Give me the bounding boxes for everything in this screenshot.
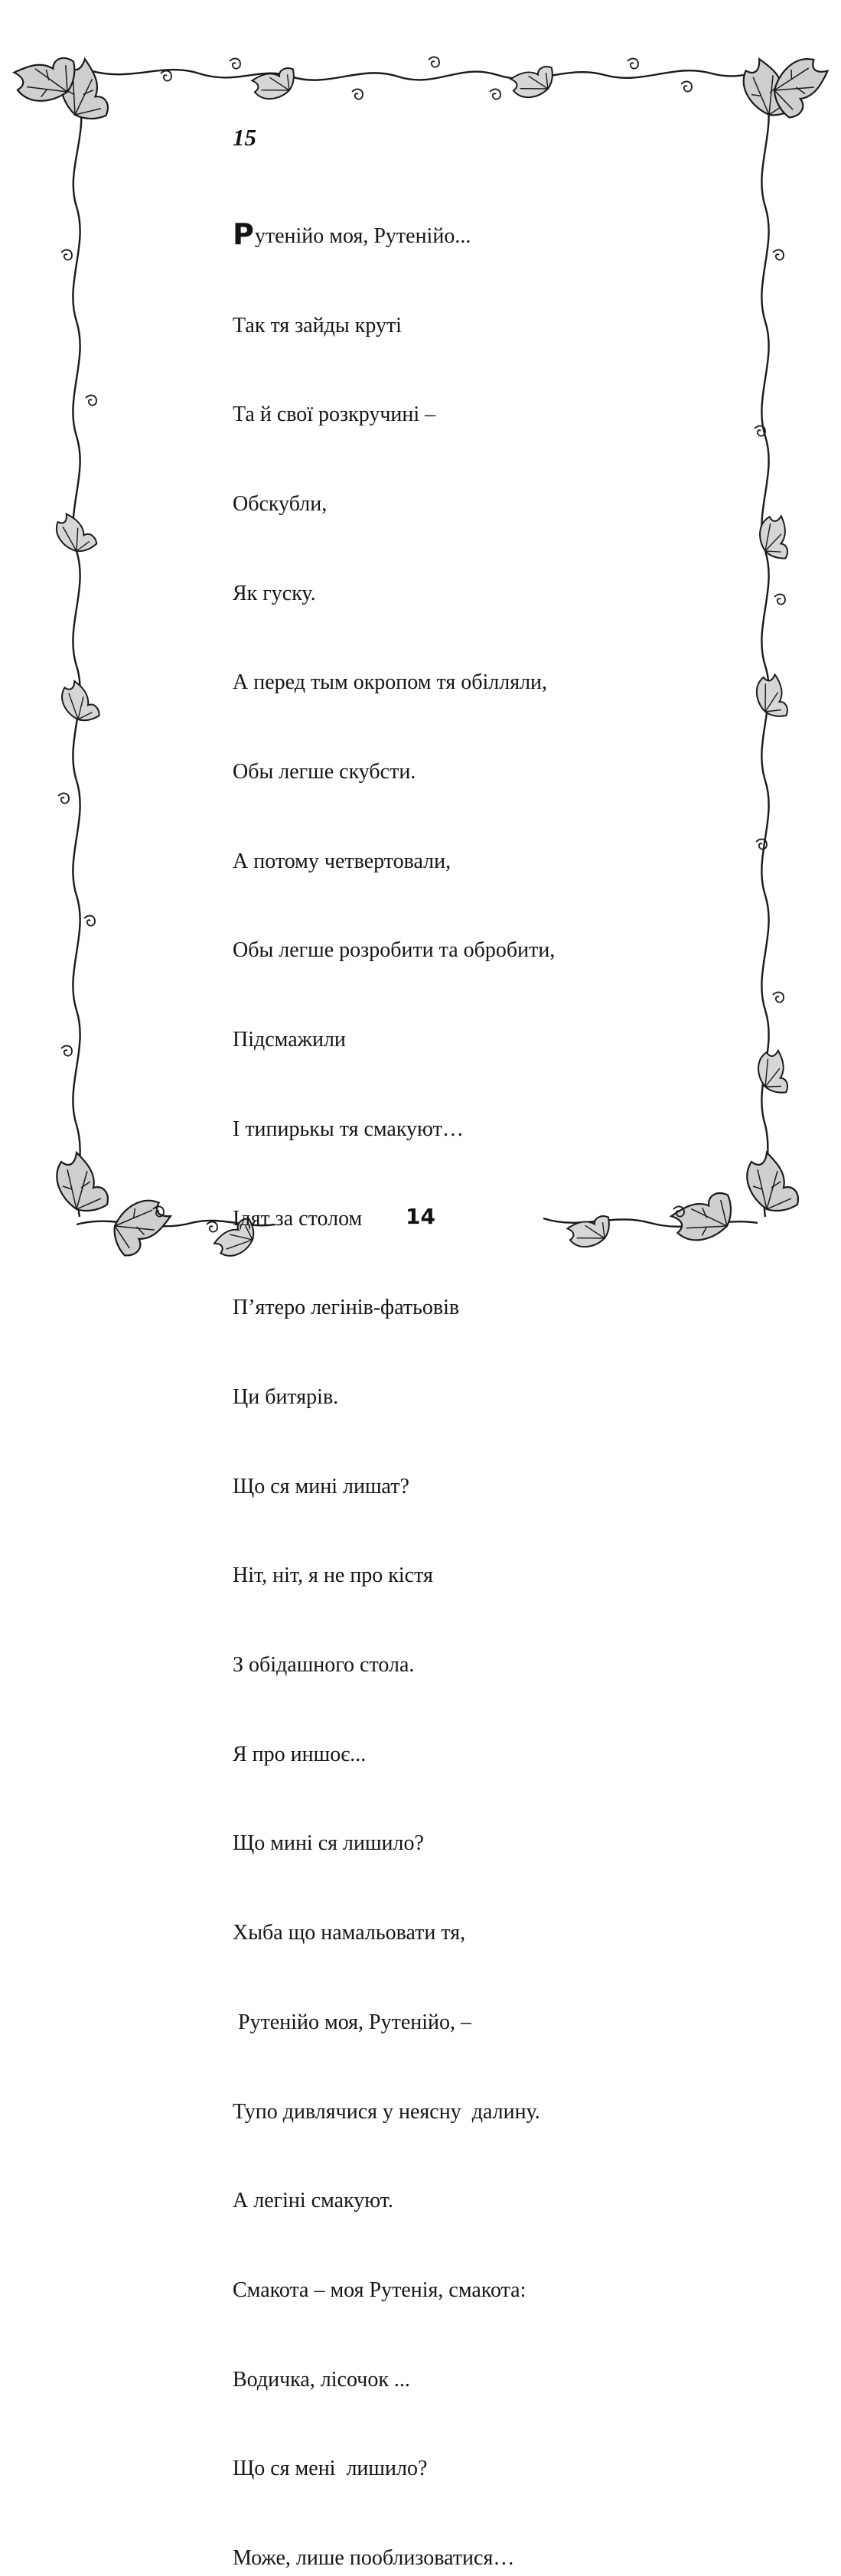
poem-line: П’ятеро легінів-фатьовів (233, 1296, 460, 1320)
poem-line: Водичка, лісочок ... (233, 2367, 410, 2392)
poem-line: Обы легше розробити та обробити, (233, 938, 556, 963)
poem-line: А потому четвертовали, (233, 849, 451, 873)
poem-line: Обы легше скубсти. (233, 760, 416, 784)
poem-line: Хыба що намальовати тя, (233, 1921, 466, 1945)
poem-line: Може, лише пооблизоватися… (233, 2546, 515, 2571)
poem-line: Рутенійо моя, Рутенійо... (233, 217, 471, 251)
poem-line: Ідят за столом (233, 1206, 363, 1231)
poem-line: З обідашного стола. (233, 1653, 415, 1678)
poem-line: А легіні смакуют. (233, 2189, 393, 2213)
poem-line: Так тя зайды круті (233, 313, 402, 337)
poem-line: Ци битярів. (233, 1384, 339, 1409)
poem-line: Що ся мені лишило? (233, 2457, 428, 2481)
poem-line: Що ся мині лишат? (233, 1474, 409, 1498)
poem-line: Рутенійо моя, Рутенійо, – (233, 2010, 472, 2034)
page-number: 14 (406, 1204, 435, 1229)
poem-line: А перед тым окропом тя обілляли, (233, 670, 548, 695)
poem-number: 15 (233, 124, 256, 151)
poem-line: Та й свої розкручині – (233, 403, 436, 427)
poem-line: І типирькы тя смакуют… (233, 1117, 464, 1141)
poem-line: Смакота – моя Рутенія, смакота: (233, 2278, 526, 2302)
drop-cap-letter: Р (233, 217, 254, 251)
poem-line: Я про иншоє... (233, 1742, 367, 1766)
poem-line: Тупо дивлячися у неясну далину. (233, 2099, 540, 2124)
poem-line: Ніт, ніт, я не про кістя (233, 1564, 433, 1588)
poem-line: Що мині ся лишило? (233, 1831, 424, 1856)
poem-line: Обскубли, (233, 491, 328, 516)
poem-line: Підсмажили (233, 1028, 346, 1052)
poem-text (233, 162, 784, 2576)
poem-line: Як гуску. (233, 581, 316, 605)
